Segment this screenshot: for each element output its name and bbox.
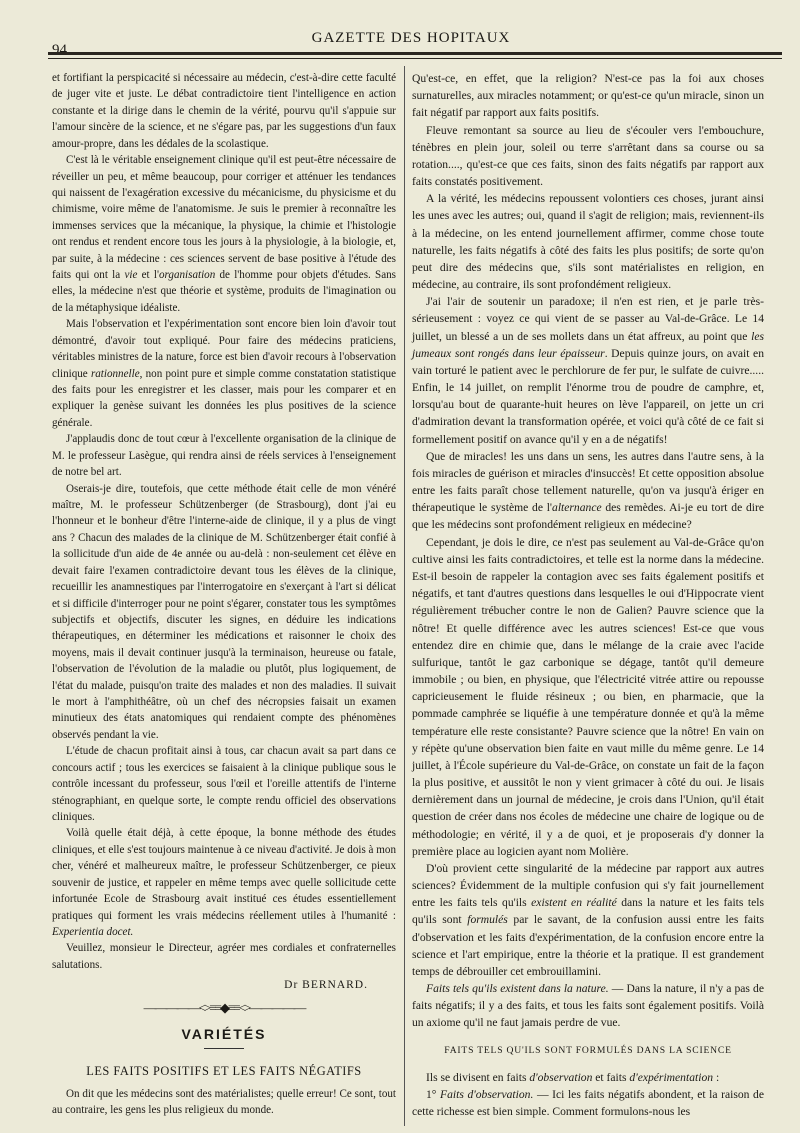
paragraph: C'est là le véritable enseignement clinique qu'il est peut-être nécessaire de réveiller un peu, et même beaucoup, pour corriger et atténuer les tendances qui naissent de l'exagération excessive du mécanicisme, du physicisme et du chimisme, voire même de l'anatomisme. Je suis le premier à reconnaître les immenses services que la mécanique, la physique, la chimie et l'histologie ont rendus et rendent encore tous les jours à la physiologie, à la biologie, et, par suite, à la médecine : ces sciences servent de base positive à l'étude des faits qui ont la vie et l'organisation de l'homme pour objets d'études. Sans elles, la médecine n'est que théorie et système, produits de l'imagination ou de la métaphysique idéaliste.: [52, 154, 396, 314]
paragraph: 1° Faits d'observation. — Ici les faits négatifs abondent, et la raison de cette richesse est bien simple. Comment formulons-nous les: [412, 1087, 764, 1119]
header-rule-thick: [48, 52, 782, 55]
ornament-divider: —————<>≡≡◆≡≡<>—————: [143, 999, 305, 1015]
paragraph: Qu'est-ce, en effet, que la religion? N'est-ce pas la foi aux choses surnaturelles, aux miracles notamment; or qu'est-ce qu'un miracle, sinon un fait négatif par rapport aux faits positifs.: [412, 72, 764, 120]
paragraph: Mais l'observation et l'expérimentation sont encore bien loin d'avoir tout démontré, d'avoir tout expliqué. Pour faire des médecins praticiens, véritables ministres de la nature, force est bien d'avoir recours à l'observation clinique rationnelle, non point pure et simple comme constatation statistique des faits pour les enregistrer et les classer, mais pour les comparer et en expliquer la genèse suivant les données les plus positives de la science générale.: [52, 318, 396, 429]
paragraph: Veuillez, monsieur le Directeur, agréer mes cordiales et confraternelles salutations.: [52, 942, 396, 971]
paragraph: D'où provient cette singularité de la médecine par rapport aux autres sciences? Évidemment de la multiple confusion qui s'y fait journellement entre les faits tels qu'ils existent en réalité dans la nature et les faits tels qu'ils sont formulés par le savant, de la confusion aussi entre les faits d'observation et les faits d'expérimentation, de la confusion encore entre la science et l'art empirique, entre la théorie et la pratique. Il est grandement temps de débrouiller cet embrouillamini.: [412, 861, 764, 978]
paragraph: J'applaudis donc de tout cœur à l'excellente organisation de la clinique de M. le professeur Lasègue, qui rendra ainsi de réels services à l'enseignement de notre bel art.: [52, 433, 396, 479]
paragraph: et fortifiant la perspicacité si nécessaire au médecin, c'est-à-dire cette faculté de juger vite et juste. Le débat contradictoire tient l'intelligence en action constante et la dirige dans le chemin de la vérité, pourvu qu'il s'appuie sur l'amour sincère de la science, et ne s'égare pas, par les suggestions d'un faux amour-propre, dans les dédales de la scolastique.: [52, 72, 396, 150]
paragraph: Ils se divisent en faits d'observation et faits d'expérimentation :: [426, 1070, 720, 1084]
left-column: [52, 70, 396, 1119]
section-rule: [204, 1048, 244, 1049]
paragraph: Fleuve remontant sa source au lieu de s'écouler vers l'embouchure, ténèbres en plein jour, soleil ou terre s'arrêtant dans sa course ou sa rotation...., qu'est-ce que ces faits, sinon des faits négatifs par rapport aux faits constatés positivement.: [412, 123, 764, 189]
article-title: LES FAITS POSITIFS ET LES FAITS NÉGATIFS: [86, 1064, 362, 1079]
author-signature: Dr BERNARD.: [284, 979, 368, 992]
page-number: 94: [52, 42, 67, 58]
paragraph: J'ai l'air de soutenir un paradoxe; il n'en est rien, et je parle très-sérieusement : voyez ce qui vient de se passer au Val-de-Grâce. Le 14 juillet, un blessé a un de ses mollets dans un état affreux, au point que les jumeaux sont rongés dans leur épaisseur. Depuis quinze jours, on avait en vain torturé le patient avec le perchlorure de fer pur, le sulfate de cuivre..... Enfin, le 14 juillet, on remplit l'énorme trou de poudre de camphre, et, lorsqu'au bout de quarante-huit heures on lève l'appareil, on jette un cri d'admiration devant la transformation opérée, et voici qu'à côté de ce fait si formellement positif on avance qu'il y en a de négatifs!: [412, 295, 764, 446]
publication-title: GAZETTE DES HOPITAUX: [311, 30, 511, 46]
paragraph: Faits tels qu'ils existent dans la nature. — Dans la nature, il n'y a pas de faits négatifs; il y a des faits, et tous les faits sont également positifs. Voilà un axiome qu'il ne faut jamais perdre de vue.: [412, 982, 764, 1030]
paragraph: On dit que les médecins sont des matérialistes; quelle erreur! Ce sont, tout au contraire, les gens les plus religieux du monde.: [52, 1087, 396, 1117]
section-heading: VARIÉTÉS: [181, 1026, 267, 1043]
paragraph: A la vérité, les médecins repoussent volontiers ces choses, jurant ainsi les unes avec les autres; oui, quand il s'agit de religion; mais, reviennent-ils à la médecine, on les entend journellement affirmer, comme chose toute naturelle, les faits négatifs à côté des faits les plus positifs; de sorte qu'on peut dire des médecins que, s'ils sont matérialistes en religion, en médecine, au contraire, ils sont profondément religieux.: [412, 192, 764, 292]
header-rule-thin: [48, 58, 782, 59]
subsection-heading: FAITS TELS QU'ILS SONT FORMULÉS DANS LA SCIENCE: [444, 1044, 732, 1056]
column-divider: [404, 66, 405, 1126]
paragraph: Cependant, je dois le dire, ce n'est pas seulement au Val-de-Grâce qu'on cultive ainsi les faits contradictoires, et telle est la norme dans la médecine. Est-il besoin de rappeler la contagion avec ses faits également positifs et négatifs, et tant d'autres questions dans lesquelles le oui d'Hippocrate vient régulièrement trébucher contre le non de Galien? Pauvre science que la nôtre! Et quelle différence avec les autres sciences! Est-ce que vous entendez dire en chimie que, dans le mélange de la craie avec l'acide sulfurique, tantôt le gaz carbonique se dégage, tantôt qu'il demeure immobile ; ou bien, en physique, que l'électricité vitrée attire ou repousse capricieusement le fluide résineux ; ou bien, en pharmacie, que la pommade camphrée se liquéfie à une température donnée et qu'à la même température elle reste consistante? Pauvre science que la nôtre! En vain on y répète qu'une observation bien faite en vaut mille du même genre. Le 14 juillet, à l'École supérieure du Val-de-Grâce, on constate un fait de la façon la plus positive, et aussitôt le non y vient grimacer à côté du oui. Je lisais dernièrement dans un journal de médecine, je crois dans l'Union, qu'il était question de créer dans nos écoles de médecine une chaire de logique ou de méthodologie; en vérité, il y a de quoi, et je proposerais d'y donner la première place au logicien ayant nom Molière.: [412, 535, 764, 858]
page-header: [40, 28, 782, 58]
paragraph: Que de miracles! les uns dans un sens, les autres dans l'autre sens, à la fois miracles de guérison et miracles d'insuccès! Et cette opposition absolue entre les faits paraît chose tellement naturelle, qu'on va jusqu'à ériger en thérapeutique le système de l'alternance des remèdes. Ai-je eu tort de dire que les médecins sont profondément religieux en médecine?: [412, 449, 764, 532]
paragraph: L'étude de chacun profitait ainsi à tous, car chacun avait sa part dans ce concours actif ; tous les exercices se faisaient à la clinique publique sous le contrôle incessant du professeur, sous l'œil et l'oreille attentifs de l'interne sténographiant, en quelque sorte, le compte rendu officiel des observations cliniques.: [52, 745, 396, 823]
paragraph: Voilà quelle était déjà, à cette époque, la bonne méthode des études cliniques, et elle s'est toujours maintenue à ce niveau d'activité. Je dois à mon cher, vénéré et malheureux maître, le professeur Schützenberger, ce pieux souvenir de justice, et rappeler en même temps avec quelle sollicitude cette infortunée Ecole de Strasbourg avait institué ces études essentiellement pratiques qui forment les vrais médecins réellement utiles à l'humanité : Experientia docet.: [52, 827, 396, 938]
right-column: [412, 70, 764, 1120]
paragraph: Oserais-je dire, toutefois, que cette méthode était celle de mon vénéré maître, M. le professeur Schützenberger (de Strasbourg), dont j'ai eu l'honneur et le bonheur d'être l'interne-aide de clinique, il y a plus de vingt ans ? Chacun des malades de la clinique de M. Schützenberger était confié à la sollicitude d'un aide de 4e année ou au-delà : non-seulement cet élève en devait faire l'examen contradictoire devant tous les élèves de la clinique, recueillir les anamnestiques par l'interrogatoire en s'exerçant à l'art si délicat et si difficile d'interroger pour ne point s'égarer, constater tous les symptômes subjectifs et objectifs, discuter les signes, en déduire les indications thérapeutiques, en déterminer les médications et raisonner le choix des moyens, mais il devait continuer jusqu'à la terminaison, heureuse ou fatale, l'observation de l'évolution de la maladie ou plutôt, plus logiquement, de l'état du malade, puisqu'on traite des malades et non des maladies. Il suivait le mort à l'amphithéâtre, où un chef des nécropsies faisait un examen minutieux des états anatomiques qui rendaient compte des phénomènes observés pendant la vie.: [52, 482, 396, 741]
